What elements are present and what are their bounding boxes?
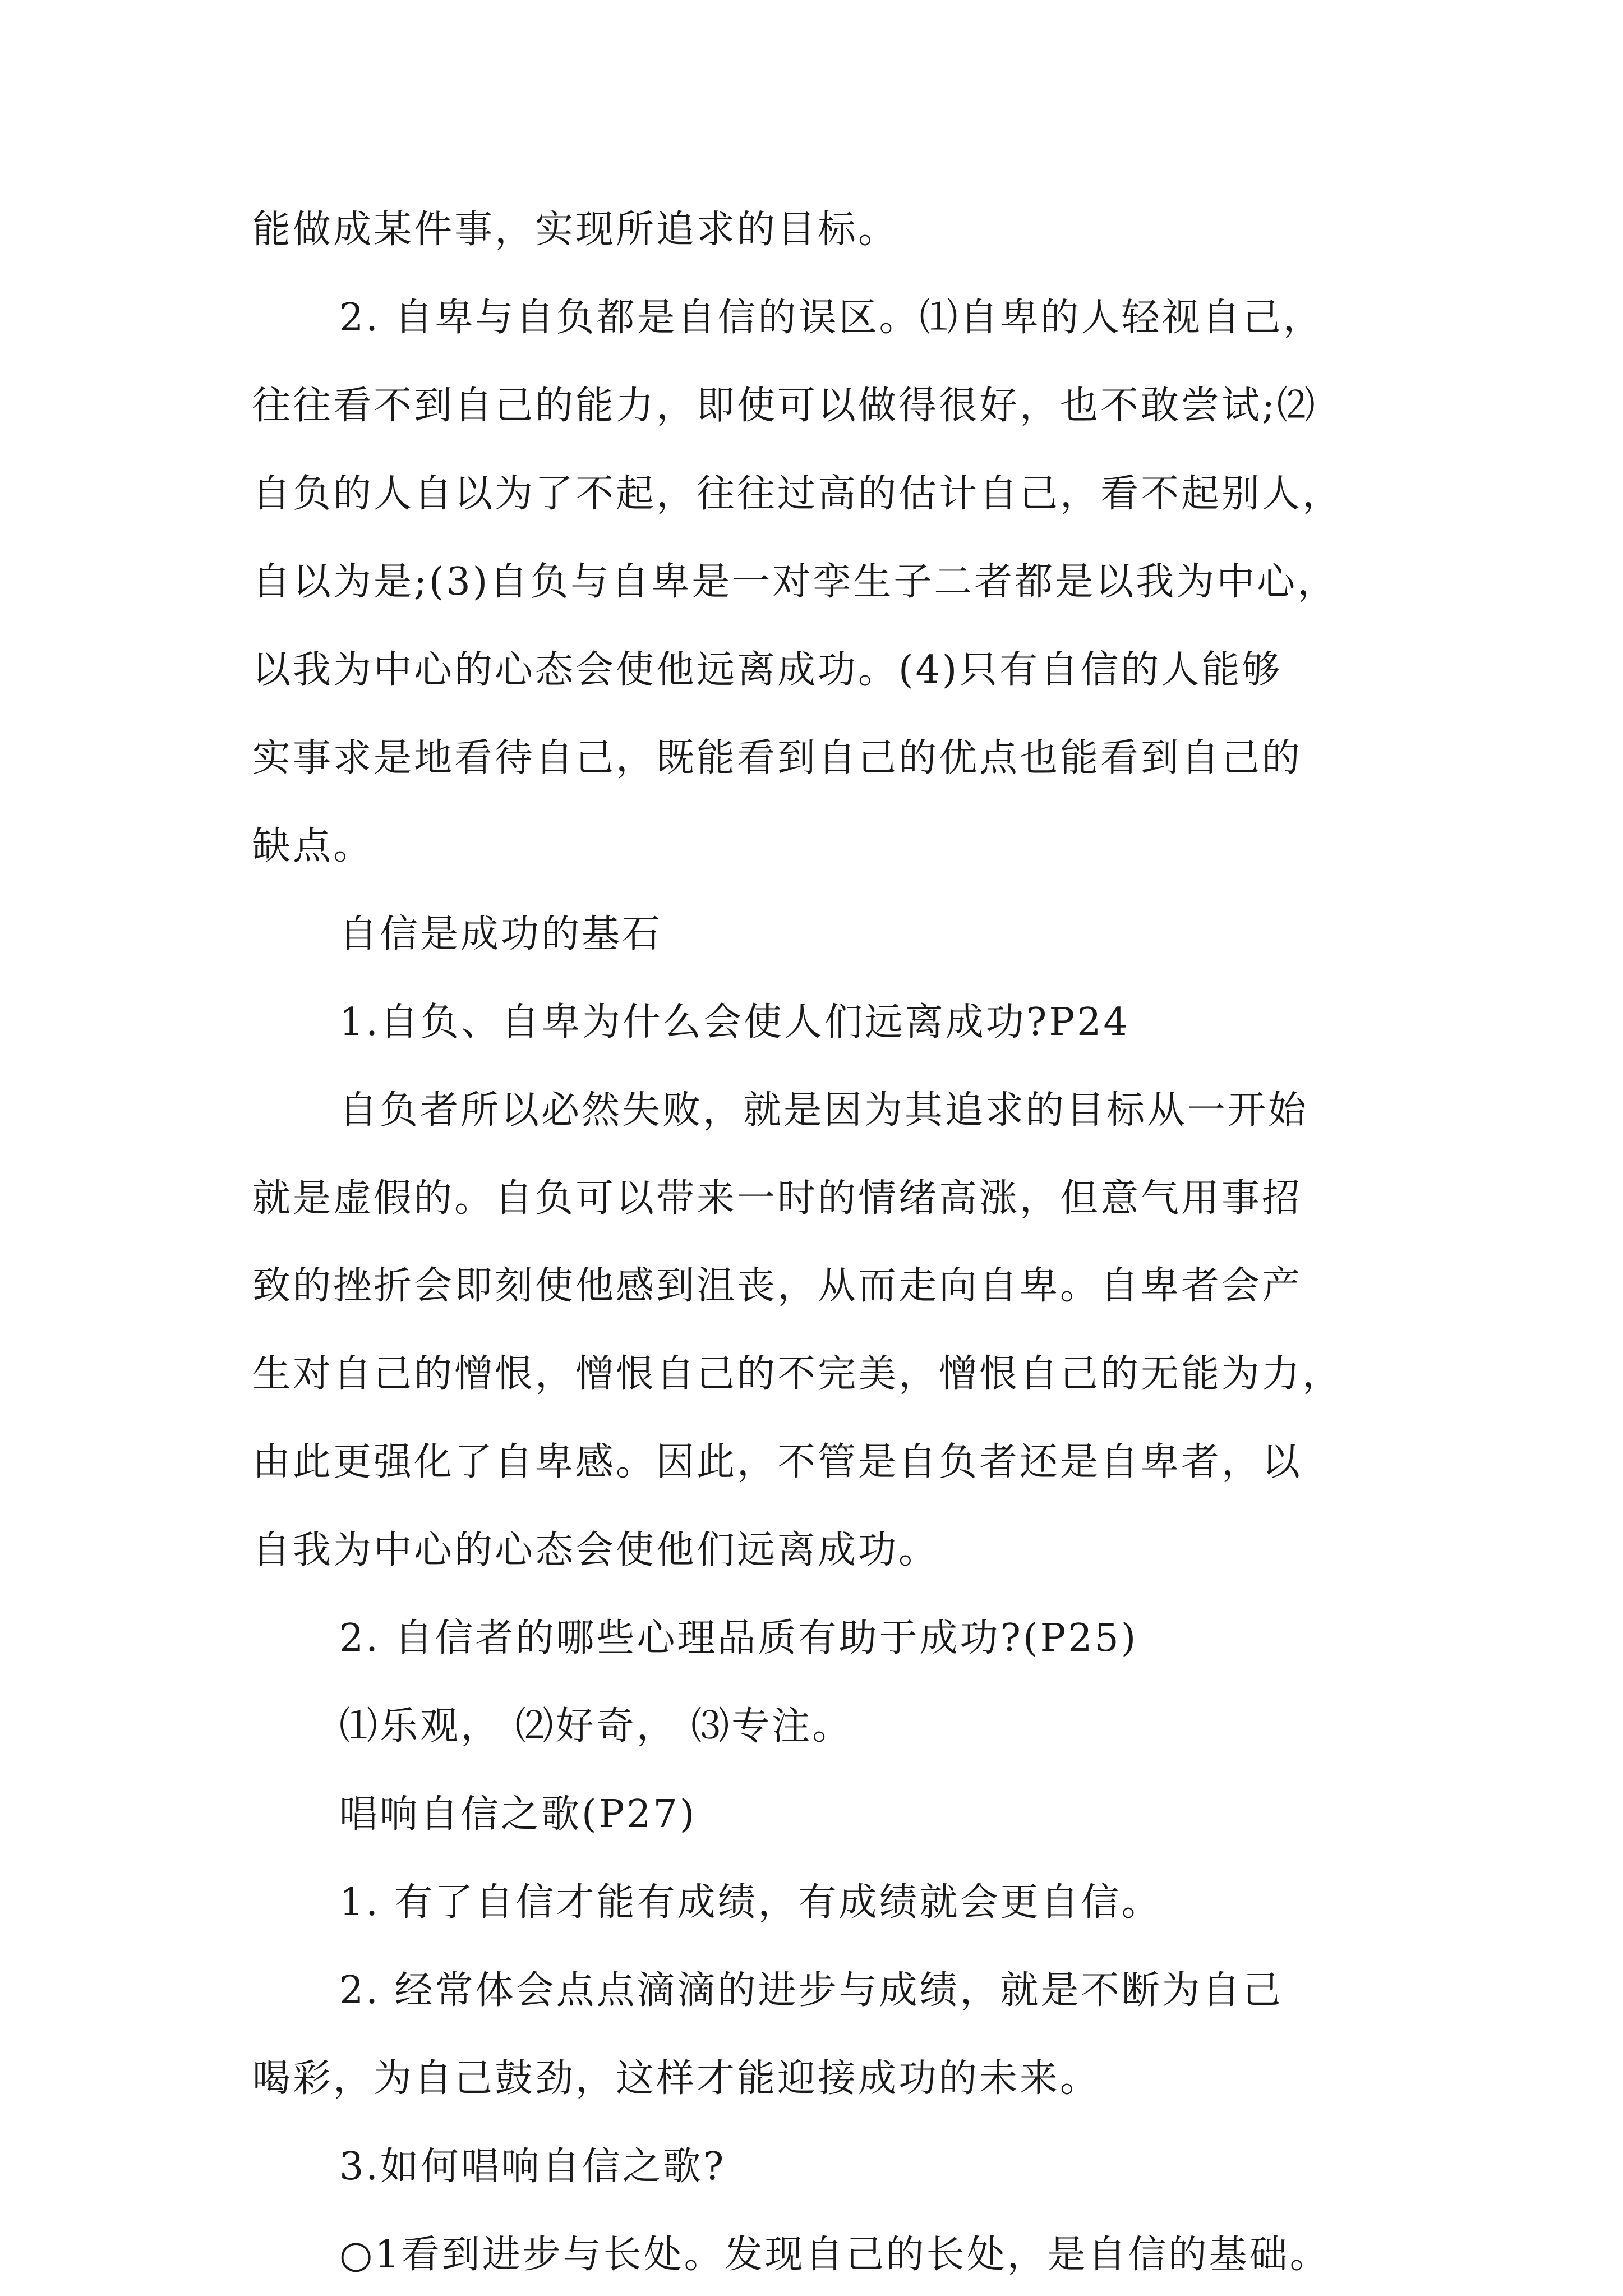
text-line: 能做成某件事，实现所追求的目标。 — [252, 208, 899, 252]
text-line: 生对自己的憎恨，憎恨自己的不完美，憎恨自己的无能为力， — [252, 1352, 1343, 1396]
text-line: 实事求是地看待自己，既能看到自己的优点也能看到自己的 — [252, 736, 1303, 780]
text-line: 1. 有了自信才能有成绩，有成绩就会更自信。 — [339, 1880, 1162, 1925]
section-heading: 唱响自信之歌(P27) — [339, 1792, 697, 1837]
text-line: 缺点。 — [252, 824, 374, 868]
text-line: 由此更强化了自卑感。因此，不管是自负者还是自卑者，以 — [252, 1440, 1303, 1484]
text-line: 2. 经常体会点点滴滴的进步与成绩，就是不断为自己 — [339, 1968, 1283, 2013]
text-line: 致的挫折会即刻使他感到沮丧，从而走向自卑。自卑者会产 — [252, 1264, 1303, 1308]
text-line: ⑴乐观， ⑵好奇， ⑶专注。 — [339, 1704, 853, 1749]
text-line: 2. 自卑与自负都是自信的误区。⑴自卑的人轻视自己， — [339, 296, 1324, 340]
text-line: 就是虚假的。自负可以带来一时的情绪高涨，但意气用事招 — [252, 1176, 1303, 1221]
section-heading: 自信是成功的基石 — [339, 912, 663, 956]
text-line: 往往看不到自己的能力，即使可以做得很好，也不敢尝试;⑵ — [252, 384, 1317, 428]
text-line: 以我为中心的心态会使他远离成功。(4)只有自信的人能够 — [252, 648, 1283, 692]
text-line: 自负的人自以为了不起，往往过高的估计自己，看不起别人， — [252, 472, 1343, 516]
text-line: 自我为中心的心态会使他们远离成功。 — [252, 1528, 939, 1572]
text-line: 自以为是;(3)自负与自卑是一对孪生子二者都是以我为中心， — [252, 560, 1338, 604]
text-line: 自负者所以必然失败，就是因为其追求的目标从一开始 — [339, 1088, 1309, 1133]
text-line: ○1看到进步与长处。发现自己的长处，是自信的基础。 — [339, 2233, 1330, 2277]
text-line: 1.自负、自卑为什么会使人们远离成功?P24 — [339, 1000, 1130, 1045]
text-line: 2. 自信者的哪些心理品质有助于成功?(P25) — [339, 1616, 1138, 1660]
text-line: 3.如何唱响自信之歌? — [339, 2145, 726, 2189]
text-line: 喝彩，为自己鼓劲，这样才能迎接成功的未来。 — [252, 2056, 1101, 2101]
